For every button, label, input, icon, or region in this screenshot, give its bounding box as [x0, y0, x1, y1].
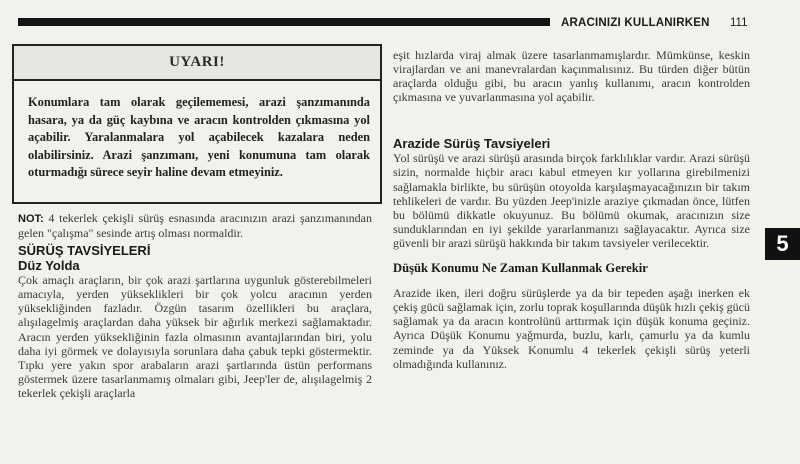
warning-text: Konumlara tam olarak geçilememesi, arazi şanzımanında hasara, ya da güç kaybına ve aracın kontrolden çıkmasına yol açabilir. Yaralanmalara yol açabilecek kazalara neden olabilirsiniz. Arazi şanzımanı, yeni konumuna tam olarak oturmadığı sürece seyir haline devam etmeyiniz. — [28, 95, 370, 180]
header-rule — [18, 18, 550, 26]
offroad-paragraph: Yol sürüşü ve arazi sürüşü arasında birçok farklılıklar vardır. Arazi sürüşü sizin, normalde hiçbir aracı kabul etmeyen kır yollarına girebilmenizi sağlamakla birlikte, bu sürüşün otoyolda karşılaşmayacağınızın bir takım tehlikeleri de vardır. Bu yüzden Jeep'inizle araziye çıkmadan önce, lütfen bu bölümü dikkatle okuyunuz. Bu bölümü okumak, aracınızın size sunduklarından en iyi şekilde yararlanmanızı sağlayacaktır. Ayrıca size güvenli bir arazi sürüşü hakkında bir takım tavsiyeler verilecektir. — [393, 151, 750, 250]
right-column — [393, 48, 750, 371]
running-header-title: ARACINIZI KULLANIRKEN — [561, 17, 710, 29]
subheading-flat-road: Düz Yolda — [18, 258, 80, 274]
note-text: 4 tekerlek çekişli sürüş esnasında aracınızın arazi şanzımanından gelen "çalışma" sesinde artış olması normaldir. — [18, 211, 373, 241]
warning-title: UYARI! — [14, 46, 380, 81]
heading-low-range: Düşük Konumu Ne Zaman Kullanmak Gerekir — [393, 261, 648, 276]
note-label: NOT: — [18, 213, 44, 225]
section-heading-driving-tips: SÜRÜŞ TAVSİYELERİ — [18, 243, 151, 259]
flat-road-paragraph: Çok amaçlı araçların, bir çok arazi şartlarına uygunluk gösterebilmeleri amacıyla, yerden yükseklikleri bir çok yolcu aracının yerden yüksekliğinden fazladır. Özgün tasarım özellikleri bu araçlara, alışılagelmiş araçlardan daha yüksek bir ağırlık merkezi sağlamaktadır. Aracın yerden yüksekliğinin fazla olmasının avantajlarından biri, yolu daha iyi görmek ve dolayısıyla sorunlara daha çabuk tepki göstermektir. Tıpkı yere yakın spor arabaların arazi şartlarında üstün performans göstermek üzere tasarlanmamış olmaları gibi, Jeep'ler de, alışılagelmiş 2 tekerlek çekişli araçlarla — [18, 273, 372, 400]
heading-offroad-tips: Arazide Sürüş Tavsiyeleri — [393, 136, 551, 152]
note — [18, 211, 372, 240]
left-column — [18, 211, 372, 400]
continuation-paragraph: eşit hızlarda viraj almak üzere tasarlanmamışlardır. Mümkünse, keskin virajlardan ve ani manevralardan kaçınmalısınız. Bu türden diğer bütün araçlarda olduğu gibi, bu aracın yanlış kullanımı, aracın kontrolden çıkmasına ve yuvarlanmasına yol açabilir. — [393, 48, 750, 105]
warning-box — [12, 44, 382, 204]
page-number: 111 — [730, 17, 748, 29]
section-tab: 5 — [765, 228, 800, 260]
low-range-paragraph: Arazide iken, ileri doğru sürüşlerde ya da bir tepeden aşağı inerken ek çekiş gücü sağlamak için, zorlu toprak koşullarında düşük hızlı çekiş gücü sağlamak ya da aracın kontrolünü arttırmak için düşük konuma geçiniz. Ayrıca Düşük Konumu yağmurda, buzlu, karlı, çamurlu ya da kumlu zeminde ya da Yüksek Konumlu 4 tekerlek çekişli sürüş yeterli olmadığında kullanınız. — [393, 286, 750, 371]
